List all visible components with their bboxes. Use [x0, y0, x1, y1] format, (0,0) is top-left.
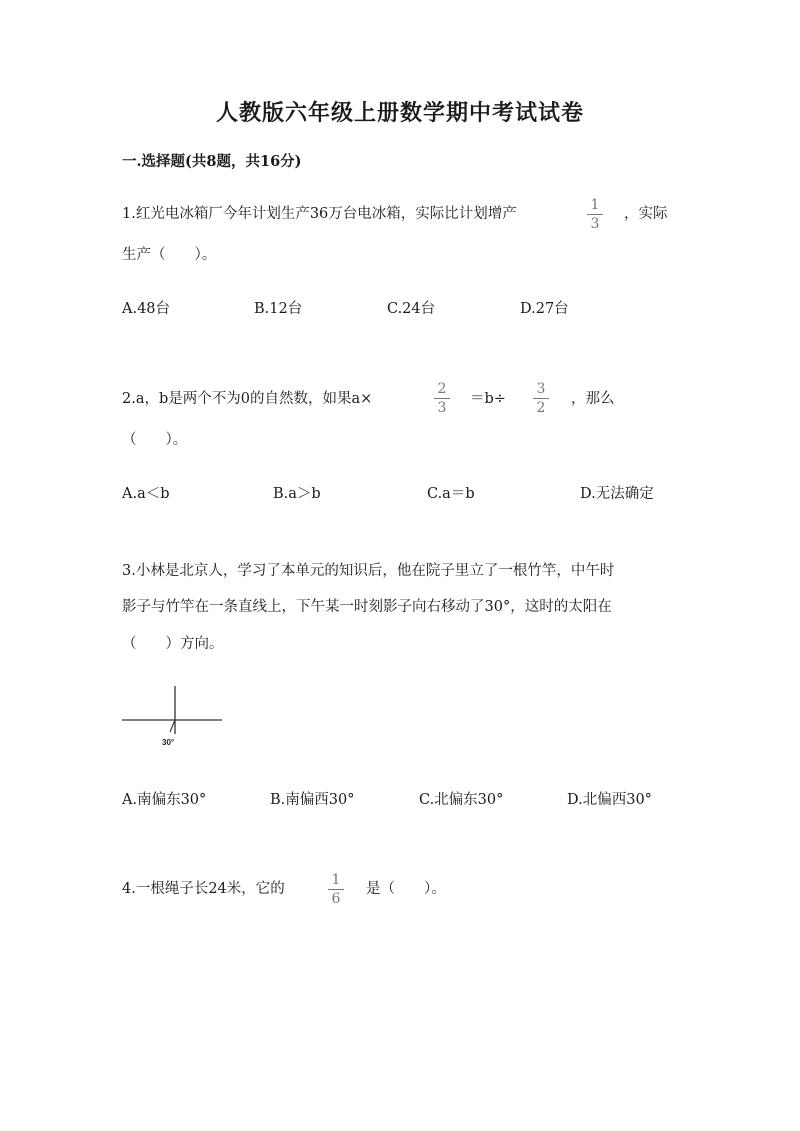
q4-text-a: 4.一根绳子长24米，它的 — [122, 881, 285, 897]
q1-option-a[interactable]: A.48台 — [122, 301, 171, 317]
q3-line-3: （ ）方向。 — [122, 636, 224, 652]
q2-fraction-1 — [434, 381, 450, 416]
q2-text-c: ，那么 — [571, 391, 615, 407]
q1-text-c: 生产（ ）。 — [122, 247, 217, 263]
section-heading: 一.选择题(共8题，共16分) — [122, 153, 302, 170]
q3-option-d[interactable]: D.北偏西30° — [567, 792, 652, 808]
q2-option-d[interactable]: D.无法确定 — [580, 486, 654, 502]
q4-frac-bar — [328, 889, 344, 890]
q2-fraction-2 — [533, 381, 549, 416]
q4-fraction — [328, 872, 344, 907]
shadow-line — [170, 720, 175, 732]
q2-option-a[interactable]: A.a＜b — [122, 486, 170, 502]
q2-option-c[interactable]: C.a＝b — [427, 486, 475, 502]
q4-frac-den: 6 — [331, 891, 341, 907]
q2-frac1-den: 3 — [437, 400, 447, 416]
q3-option-c[interactable]: C.北偏东30° — [419, 792, 504, 808]
q4-frac-num: 1 — [331, 872, 341, 888]
q2-frac2-bar — [533, 398, 549, 399]
q2-text-a: 2.a，b是两个不为0的自然数，如果a× — [122, 391, 373, 407]
q1-fraction — [587, 197, 603, 232]
q1-frac-den: 3 — [590, 216, 600, 232]
shadow-angle-diagram — [122, 686, 232, 752]
q1-option-c[interactable]: C.24台 — [387, 301, 436, 317]
q3-line-1: 3.小林是北京人，学习了本单元的知识后，他在院子里立了一根竹竿，中午时 — [122, 563, 615, 579]
q1-text-b: ，实际 — [624, 206, 668, 222]
q1-frac-num: 1 — [590, 197, 600, 213]
q2-text-b: ＝b÷ — [470, 391, 506, 407]
q2-frac2-den: 2 — [536, 400, 546, 416]
q4-text-b: 是（ ）。 — [366, 881, 446, 897]
q1-text-a: 1.红光电冰箱厂今年计划生产36万台电冰箱，实际比计划增产 — [122, 206, 517, 222]
q2-text-d: （ ）。 — [122, 432, 188, 448]
q3-option-b[interactable]: B.南偏西30° — [270, 792, 355, 808]
q1-option-d[interactable]: D.27台 — [520, 301, 569, 317]
q2-frac1-bar — [434, 398, 450, 399]
q2-frac2-num: 3 — [536, 381, 546, 397]
q2-option-b[interactable]: B.a＞b — [273, 486, 321, 502]
q3-option-a[interactable]: A.南偏东30° — [122, 792, 207, 808]
q3-line-2: 影子与竹竿在一条直线上，下午某一时刻影子向右移动了30°，这时的太阳在 — [122, 599, 612, 615]
q1-option-b[interactable]: B.12台 — [254, 301, 303, 317]
page-title: 人教版六年级上册数学期中考试试卷 — [215, 100, 584, 126]
q1-frac-bar — [587, 214, 603, 215]
angle-label: 30° — [162, 738, 175, 747]
q2-frac1-num: 2 — [437, 381, 447, 397]
